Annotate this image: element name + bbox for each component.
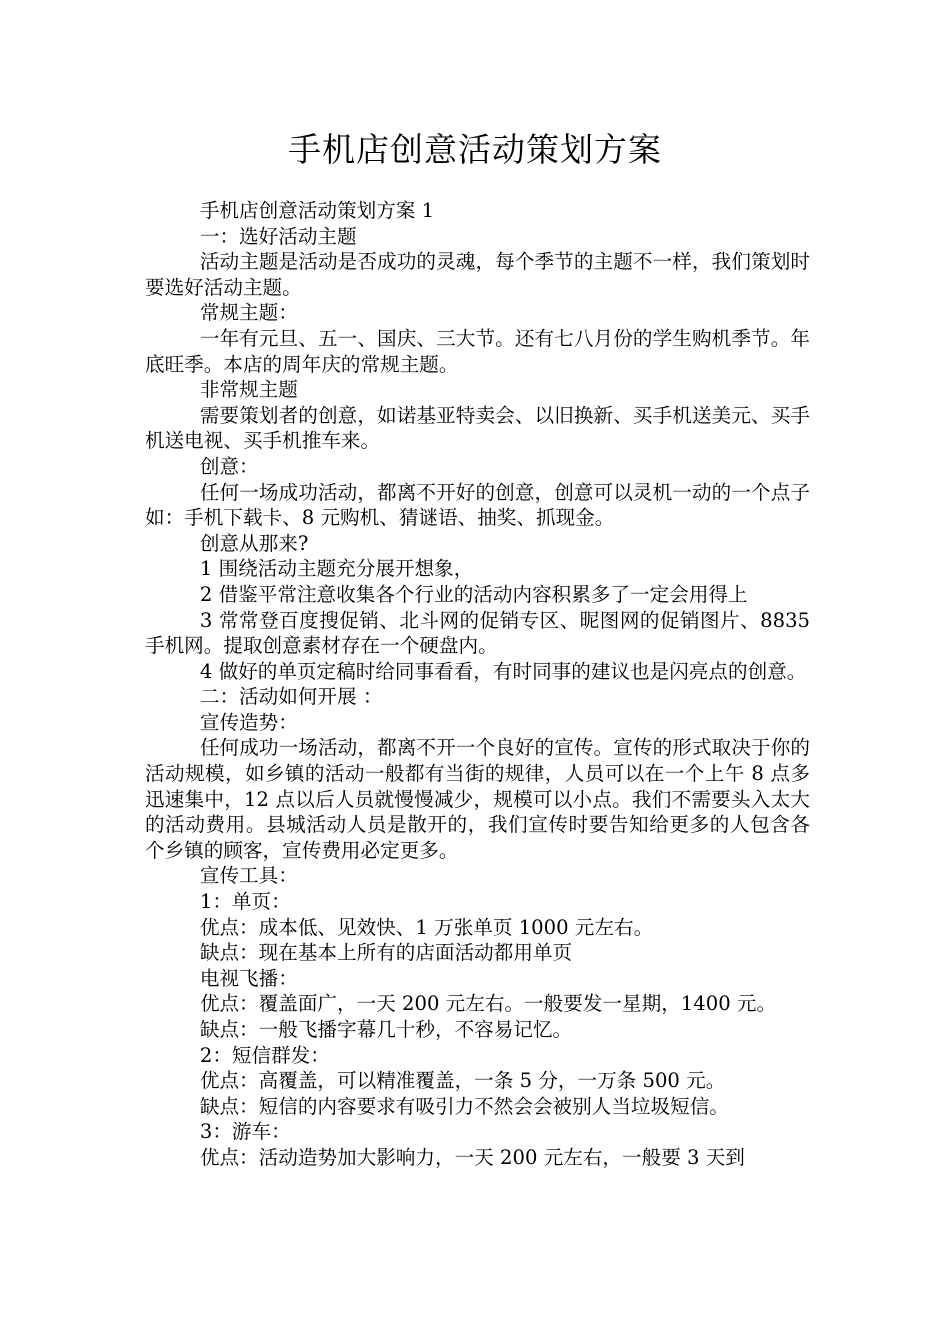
paragraph: 创意： [199, 454, 259, 478]
paragraph: 常规主题： [199, 301, 298, 325]
paragraph: 优点：覆盖面广，一天 200 元左右。一般要发一星期，1400 元。 [199, 992, 777, 1016]
paragraph: 3：游车： [199, 1120, 291, 1144]
document-body [145, 198, 810, 1171]
document-title: 手机店创意活动策划方案 [288, 130, 662, 169]
paragraph: 非常规主题 [199, 378, 298, 402]
paragraph: 2 借鉴平常注意收集各个行业的活动内容积累多了一定会用得上 [199, 582, 748, 606]
paragraph: 3 常常登百度搜促销、北斗网的促销专区、昵图网的促销图片、8835 手机网。提取创意素材存在一个硬盘内。 [145, 608, 810, 658]
paragraph: 一：选好活动主题 [199, 224, 357, 248]
paragraph: 缺点：短信的内容要求有吸引力不然会会被别人当垃圾短信。 [199, 1094, 729, 1118]
paragraph: 1 围绕活动主题充分展开想象， [199, 557, 474, 581]
paragraph: 二：活动如何开展 ： [199, 685, 383, 709]
paragraph: 宣传工具： [199, 864, 298, 888]
paragraph: 创意从那来? [199, 531, 309, 555]
paragraph: 缺点：一般飞播字幕几十秒，不容易记忆。 [199, 1018, 573, 1041]
paragraph: 任何成功一场活动，都离不开一个良好的宣传。宣传的形式取决于你的活动规模，如乡镇的活动一般都有当街的规律，人员可以在一个上午 8 点多迅速集中，12 点以后人员就慢慢减少，规模可以小点。我们不需要头入太大的活动费用。县城活动人员是散开的，我们宣传时要告知给更多的人包含各个乡镇的顾客，宣传费用必定更多。 [145, 736, 810, 862]
paragraph: 优点：活动造势加大影响力，一天 200 元左右，一般要 3 天到 [199, 1145, 745, 1169]
paragraph: 电视飞播： [199, 966, 298, 990]
paragraph: 2：短信群发： [199, 1043, 330, 1067]
paragraph: 优点：高覆盖，可以精准覆盖，一条 5 分，一万条 500 元。 [199, 1069, 726, 1093]
paragraph: 手机店创意活动策划方案 1 [199, 199, 435, 222]
paragraph: 1：单页： [199, 890, 291, 914]
paragraph: 需要策划者的创意，如诺基亚特卖会、以旧换新、买手机送美元、买手机送电视、买手机推车来。 [145, 403, 810, 453]
paragraph: 缺点：现在基本上所有的店面活动都用单页 [199, 941, 573, 965]
paragraph: 活动主题是活动是否成功的灵魂，每个季节的主题不一样，我们策划时要选好活动主题。 [145, 250, 810, 299]
paragraph: 一年有元旦、五一、国庆、三大节。还有七八月份的学生购机季节。年底旺季。本店的周年庆的常规主题。 [145, 326, 810, 376]
paragraph: 优点：成本低、见效快、1 万张单页 1000 元左右。 [199, 915, 654, 939]
paragraph: 任何一场成功活动，都离不开好的创意，创意可以灵机一动的一个点子如：手机下载卡、8 元购机、猜谜语、抽奖、抓现金。 [145, 480, 810, 530]
paragraph: 宣传造势： [199, 710, 298, 734]
paragraph: 4 做好的单页定稿时给同事看看，有时同事的建议也是闪亮点的创意。 [199, 659, 807, 683]
